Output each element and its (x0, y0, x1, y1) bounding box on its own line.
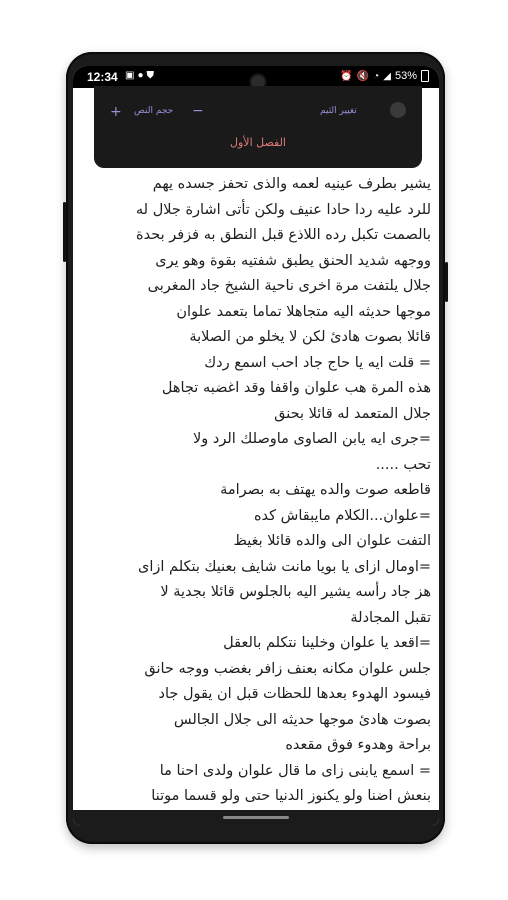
reader-line: جلال يلتفت مرة اخرى ناحية الشيخ جاد المغربى (147, 278, 431, 294)
reader-line: فيسود الهدوء بعدها للحظات قبل ان يقول جاد (158, 686, 431, 702)
reader-line: جلس علوان مكانه بعنف زافر بغضب ووجه حانق (144, 660, 431, 677)
home-handle[interactable] (223, 816, 289, 819)
chapter-title[interactable]: الفصل الأول (230, 136, 286, 149)
volume-button (63, 202, 66, 262)
reader-line: بنعش اضنا ولو يكنوز الدنيا حتى ولو قسما موتنا (151, 788, 431, 804)
reader-line: ووجهه شديد الحنق يطبق شفتيه بقوة وهو يرى (155, 252, 431, 269)
reader-line: للرد عليه ردا حادا عنيف ولكن تأتى اشارة جلال له (135, 201, 431, 218)
phone-screen (73, 66, 439, 826)
reader-line: بصوت هادئ موجها حديثه الى جلال الجالس (173, 711, 431, 728)
reader-line: =علوان...الكلام مايبقاش كده (253, 507, 431, 524)
signal-icon: ◢ (383, 70, 391, 82)
font-increase-button[interactable]: + (110, 104, 122, 120)
notification-icon: ● (137, 70, 147, 81)
status-right-icons (340, 70, 429, 82)
image-icon: ▣ (125, 70, 138, 81)
power-button (445, 262, 448, 302)
reader-line: التفت علوان الى والده قائلا بغيظ (233, 533, 431, 549)
reader-toolbar (94, 86, 422, 168)
reader-line: =اومال ازاى يا بويا مانت شايف بعنيك بتكلم ازاى (138, 558, 431, 575)
reader-line: قاطعه صوت والده يهتف به بصرامة (220, 482, 431, 498)
reader-line: موجها حديثه اليه متجاهلا تماما بتعمد علوان (176, 303, 431, 320)
reader-line: يشير بطرف عينيه لعمه والذى تحفز جسده يهم (152, 176, 431, 192)
reader-line: تحب ..... (375, 456, 431, 473)
status-left-icons (125, 70, 157, 81)
battery-icon (421, 70, 429, 82)
reader-line: = قلت ايه يا حاج جاد احب اسمع ردك (204, 354, 431, 371)
reader-text (81, 172, 431, 810)
mute-icon: 🔇 (356, 70, 370, 82)
reader-line: =جرى ايه يابن الصاوى ماوصلك الرد ولا (193, 431, 431, 447)
theme-toggle-icon[interactable] (390, 102, 406, 118)
reader-line: براحة وهدوء فوق مقعده (285, 737, 431, 753)
font-size-label: حجم النص (134, 106, 174, 116)
navigation-bar (73, 810, 439, 826)
reader-line: =اقعد يا علوان وخلينا نتكلم بالعقل (223, 635, 431, 651)
reader-line: هز جاد رأسه يشير اليه بالجلوس قائلا بجدية لا (160, 584, 431, 600)
shield-icon: ⛊ (146, 70, 157, 81)
status-time: 12:34 (87, 70, 118, 84)
battery-percent: 53% (394, 70, 417, 82)
reader-line: قائلا بصوت هادئ لكن لا يخلو من الصلابة (189, 329, 431, 345)
reader-line: بالصمت تكبل رده اللاذع قبل النطق به فزفر بحدة (136, 227, 431, 243)
reader-line: هذه المرة هب علوان واقفا وقد اغضبه تجاهل (161, 380, 431, 396)
reader-line: تقبل المجادلة (350, 609, 431, 626)
wifi-icon: ◔ (373, 70, 380, 82)
font-decrease-button[interactable]: − (192, 103, 204, 119)
reader-line: = اسمع يابنى زاى ما قال علوان ولدى احنا ما (159, 762, 431, 779)
change-theme-button[interactable]: تغيير الثيم (320, 106, 357, 116)
reader-line: جلال المتعمد له قائلا بحنق (274, 405, 431, 422)
alarm-icon: ⏰ (340, 70, 353, 82)
